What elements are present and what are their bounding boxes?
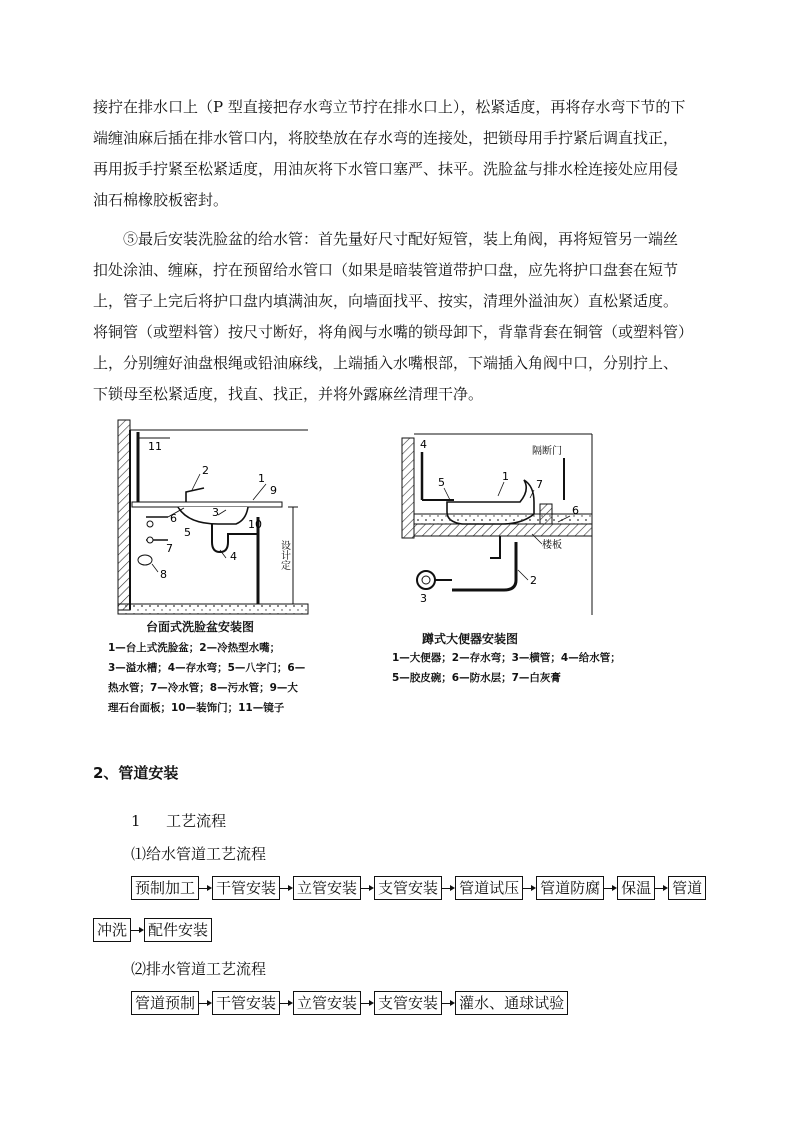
subsection-heading [131, 810, 226, 831]
arrow-icon [361, 992, 374, 1014]
text-line: 接拧在排水口上（P 型直接把存水弯立节拧在排水口上），松紧适度，再将存水弯下节的下 [93, 98, 686, 116]
figure-basin-installation [108, 412, 358, 722]
text-line: ⑤最后安装洗脸盆的给水管：首先量好尺寸配好短管，装上角阀，再将短管另一端丝 [123, 230, 679, 248]
figure-title: 台面式洗脸盆安装图 [146, 620, 255, 634]
text-line: 端缠油麻后插在排水管口内，将胶垫放在存水弯的连接处，把锁母用手拧紧后调直找正， [93, 129, 679, 147]
caption-line: 理石台面板；10—装饰门；11—镜子 [108, 702, 285, 714]
caption-line: 3—溢水槽；4—存水弯；5—八字门；6— [108, 662, 306, 674]
arrow-icon [131, 919, 144, 941]
figure-squat-toilet-installation [392, 430, 632, 700]
flow-step: 配件安装 [144, 918, 212, 942]
label-7: 7 [536, 478, 543, 491]
toilet-drawing [392, 430, 612, 615]
flow-step: 支管安装 [374, 991, 442, 1015]
label-5: 5 [438, 476, 445, 489]
flow-step: 管道试压 [455, 876, 523, 900]
arrow-icon [655, 877, 668, 899]
arrow-icon [280, 877, 293, 899]
label-11: 11 [148, 440, 162, 453]
label-2: 2 [202, 464, 209, 477]
flow-step: 灌水、通球试验 [455, 991, 568, 1015]
label-2: 2 [530, 574, 537, 587]
arrow-icon [199, 992, 212, 1014]
text-line: 再用扳手拧紧至松紧适度，用油灰将下水管口塞严、抹平。洗脸盆与排水栓连接处应用侵 [93, 160, 679, 178]
flow2-title: ⑵排水管道工艺流程 [131, 960, 267, 978]
basin-drawing [108, 412, 358, 637]
flow1-row2 [93, 918, 212, 942]
text-line: 油石棉橡胶板密封。 [93, 191, 229, 209]
arrow-icon [280, 992, 293, 1014]
caption-line: 5—胶皮碗；6—防水层；7—白灰膏 [392, 672, 561, 684]
label-3: 3 [420, 592, 427, 605]
flow-step: 管道 [668, 876, 706, 900]
label-10: 10 [248, 518, 262, 531]
flow-step: 冲洗 [93, 918, 131, 942]
label-6: 6 [170, 512, 177, 525]
paragraph-water-supply [93, 224, 723, 410]
figure-caption [108, 638, 305, 718]
text-line: 上，分别缠好油盘根绳或铅油麻线，上端插入水嘴根部，下端插入角阀中口，分别拧上、 [93, 354, 679, 372]
flow1-row1 [131, 876, 706, 900]
paragraph-continuation [93, 92, 723, 216]
arrow-icon [523, 877, 536, 899]
flow-step: 管道防腐 [536, 876, 604, 900]
caption-line: 热水管；7—冷水管；8—污水管；9—大 [108, 682, 298, 694]
flow-step: 干管安装 [212, 876, 280, 900]
caption-line: 1—台上式洗脸盆；2—冷热型水嘴； [108, 642, 281, 654]
flow2-row [131, 991, 568, 1015]
flow1-title: ⑴给水管道工艺流程 [131, 845, 267, 863]
figure-title: 蹲式大便器安装图 [422, 632, 519, 646]
subsection-number: 1 [131, 812, 141, 830]
label-9: 9 [270, 484, 277, 497]
subsection-title: 工艺流程 [166, 812, 227, 830]
flow-step: 预制加工 [131, 876, 199, 900]
label-3: 3 [212, 506, 219, 519]
figure-caption [392, 648, 621, 688]
floor-slab-label: 楼板 [542, 540, 562, 551]
dimension-label: 设计定 [278, 540, 290, 570]
label-1: 1 [258, 472, 265, 485]
partition-door-label: 隔断门 [532, 446, 562, 457]
label-6: 6 [572, 504, 579, 517]
arrow-icon [604, 877, 617, 899]
text-line: 下锁母至松紧适度，找直、找正，并将外露麻丝清理干净。 [93, 385, 484, 403]
arrow-icon [199, 877, 212, 899]
section-heading: 2、管道安装 [93, 764, 179, 782]
flow-step: 立管安装 [293, 991, 361, 1015]
label-5: 5 [184, 526, 191, 539]
flow-step: 管道预制 [131, 991, 199, 1015]
arrow-icon [361, 877, 374, 899]
flow-step: 支管安装 [374, 876, 442, 900]
label-7: 7 [166, 542, 173, 555]
text-line: 上，管子上完后将护口盘内填满油灰，向墙面找平、按实，清理外溢油灰）直松紧适度。 [93, 292, 679, 310]
label-1: 1 [502, 470, 509, 483]
text-line: 扣处涂油、缠麻，拧在预留给水管口（如果是暗装管道带护口盘，应先将护口盘套在短节 [93, 261, 679, 279]
label-4: 4 [230, 550, 237, 563]
flow-step: 立管安装 [293, 876, 361, 900]
arrow-icon [442, 877, 455, 899]
label-8: 8 [160, 568, 167, 581]
label-4: 4 [420, 438, 427, 451]
caption-line: 1—大便器；2—存水弯；3—横管；4—给水管； [392, 652, 621, 664]
flow-step: 干管安装 [212, 991, 280, 1015]
flow-step: 保温 [617, 876, 655, 900]
arrow-icon [442, 992, 455, 1014]
text-line: 将铜管（或塑料管）按尺寸断好，将角阀与水嘴的锁母卸下，背靠背套在铜管（或塑料管） [93, 323, 694, 341]
